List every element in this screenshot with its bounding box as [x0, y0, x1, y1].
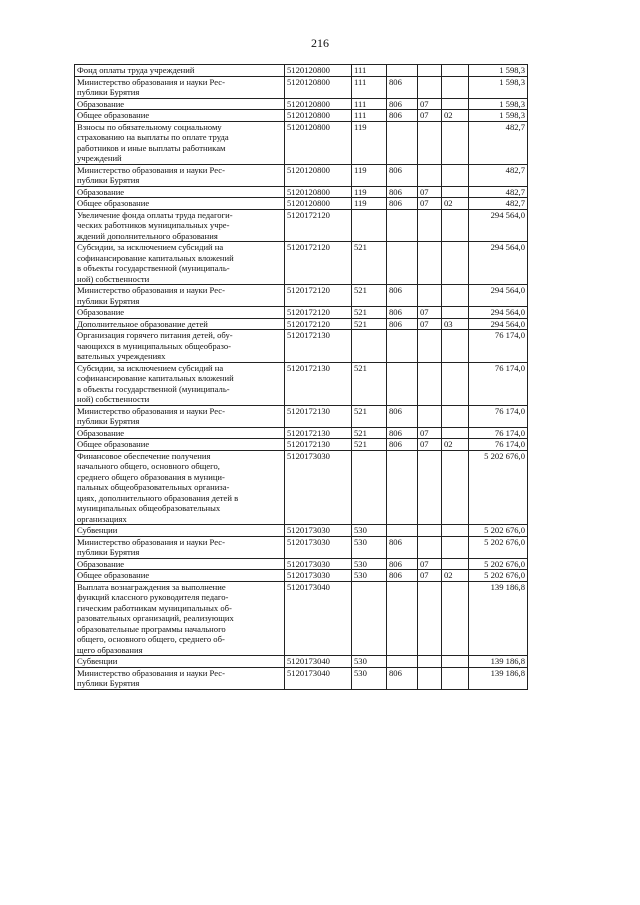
- subsection-cell: 03: [442, 318, 469, 330]
- amount-cell: 139 186,8: [469, 667, 528, 689]
- row-name-cell: Общее образование: [75, 110, 285, 122]
- section-cell: 07: [418, 558, 442, 570]
- section-cell: [418, 76, 442, 98]
- expense-type-cell: 119: [352, 164, 387, 186]
- section-cell: [418, 450, 442, 525]
- ministry-code-cell: 806: [387, 318, 418, 330]
- expense-type-cell: [352, 581, 387, 656]
- amount-cell: 76 174,0: [469, 362, 528, 405]
- section-cell: [418, 121, 442, 164]
- section-cell: 07: [418, 427, 442, 439]
- amount-cell: 5 202 676,0: [469, 558, 528, 570]
- section-cell: 07: [418, 98, 442, 110]
- table-row: [75, 186, 528, 198]
- subsection-cell: [442, 285, 469, 307]
- subsection-cell: 02: [442, 198, 469, 210]
- expense-type-cell: 119: [352, 121, 387, 164]
- section-cell: 07: [418, 110, 442, 122]
- ministry-code-cell: [387, 242, 418, 285]
- table-row: [75, 581, 528, 656]
- target-article-cell: 5120173040: [285, 667, 352, 689]
- row-name-cell: Субсидии, за исключением субсидий на софинансирование капитальных вложений в объекты государственной (муниципаль- ной) собственности: [75, 362, 285, 405]
- table-row: [75, 525, 528, 537]
- section-cell: [418, 209, 442, 242]
- target-article-cell: 5120120800: [285, 198, 352, 210]
- amount-cell: 294 564,0: [469, 209, 528, 242]
- amount-cell: 5 202 676,0: [469, 536, 528, 558]
- ministry-code-cell: 806: [387, 405, 418, 427]
- ministry-code-cell: [387, 581, 418, 656]
- amount-cell: 76 174,0: [469, 405, 528, 427]
- row-name-cell: Министерство образования и науки Рес- публики Бурятия: [75, 164, 285, 186]
- ministry-code-cell: 806: [387, 558, 418, 570]
- expense-type-cell: 530: [352, 525, 387, 537]
- subsection-cell: [442, 307, 469, 319]
- ministry-code-cell: 806: [387, 439, 418, 451]
- row-name-cell: Министерство образования и науки Рес- публики Бурятия: [75, 667, 285, 689]
- subsection-cell: [442, 209, 469, 242]
- table-row: [75, 318, 528, 330]
- ministry-code-cell: 806: [387, 307, 418, 319]
- amount-cell: 139 186,8: [469, 656, 528, 668]
- row-name-cell: Организация горячего питания детей, обу- чающихся в муниципальных общеобразо- вательных учреждениях: [75, 330, 285, 363]
- expense-type-cell: 111: [352, 110, 387, 122]
- amount-cell: 482,7: [469, 164, 528, 186]
- table-row: [75, 558, 528, 570]
- section-cell: [418, 362, 442, 405]
- amount-cell: 76 174,0: [469, 330, 528, 363]
- table-row: [75, 209, 528, 242]
- target-article-cell: 5120172120: [285, 318, 352, 330]
- section-cell: [418, 330, 442, 363]
- subsection-cell: [442, 330, 469, 363]
- target-article-cell: 5120120800: [285, 76, 352, 98]
- subsection-cell: [442, 581, 469, 656]
- target-article-cell: 5120120800: [285, 65, 352, 77]
- subsection-cell: [442, 65, 469, 77]
- target-article-cell: 5120172120: [285, 307, 352, 319]
- ministry-code-cell: 806: [387, 76, 418, 98]
- subsection-cell: [442, 76, 469, 98]
- target-article-cell: 5120173040: [285, 581, 352, 656]
- section-cell: [418, 525, 442, 537]
- row-name-cell: Образование: [75, 558, 285, 570]
- amount-cell: 1 598,3: [469, 76, 528, 98]
- row-name-cell: Образование: [75, 307, 285, 319]
- ministry-code-cell: 806: [387, 164, 418, 186]
- expense-type-cell: 521: [352, 307, 387, 319]
- table-row: [75, 405, 528, 427]
- section-cell: [418, 656, 442, 668]
- target-article-cell: 5120172120: [285, 209, 352, 242]
- subsection-cell: 02: [442, 439, 469, 451]
- section-cell: [418, 242, 442, 285]
- subsection-cell: [442, 558, 469, 570]
- target-article-cell: 5120173030: [285, 570, 352, 582]
- table-row: [75, 450, 528, 525]
- ministry-code-cell: [387, 525, 418, 537]
- section-cell: [418, 65, 442, 77]
- ministry-code-cell: [387, 209, 418, 242]
- amount-cell: 482,7: [469, 198, 528, 210]
- row-name-cell: Министерство образования и науки Рес- публики Бурятия: [75, 76, 285, 98]
- row-name-cell: Образование: [75, 186, 285, 198]
- expense-type-cell: 111: [352, 65, 387, 77]
- target-article-cell: 5120120800: [285, 186, 352, 198]
- expense-type-cell: [352, 450, 387, 525]
- table-row: [75, 307, 528, 319]
- row-name-cell: Субсидии, за исключением субсидий на софинансирование капитальных вложений в объекты государственной (муниципаль- ной) собственности: [75, 242, 285, 285]
- ministry-code-cell: 806: [387, 570, 418, 582]
- page-number: 216: [311, 36, 329, 50]
- amount-cell: 1 598,3: [469, 98, 528, 110]
- subsection-cell: [442, 427, 469, 439]
- section-cell: 07: [418, 439, 442, 451]
- row-name-cell: Взносы по обязательному социальному страхованию на выплаты по оплате труда работников и иные выплаты работникам учреждений: [75, 121, 285, 164]
- target-article-cell: 5120173040: [285, 656, 352, 668]
- expense-type-cell: 521: [352, 427, 387, 439]
- subsection-cell: [442, 362, 469, 405]
- row-name-cell: Увеличение фонда оплаты труда педагоги- ческих работников муниципальных учре- ждений дополнительного образования: [75, 209, 285, 242]
- target-article-cell: 5120172130: [285, 439, 352, 451]
- table-row: [75, 536, 528, 558]
- expense-type-cell: 530: [352, 536, 387, 558]
- row-name-cell: Финансовое обеспечение получения начального общего, основного общего, среднего общего образования в муници- пальных общеобразовательных организа- циях, дополнительного образования детей в муниципальных общеобразовательных организациях: [75, 450, 285, 525]
- budget-table: [74, 64, 528, 690]
- row-name-cell: Министерство образования и науки Рес- публики Бурятия: [75, 285, 285, 307]
- row-name-cell: Общее образование: [75, 198, 285, 210]
- row-name-cell: Министерство образования и науки Рес- публики Бурятия: [75, 405, 285, 427]
- target-article-cell: 5120172120: [285, 285, 352, 307]
- target-article-cell: 5120172120: [285, 242, 352, 285]
- amount-cell: 5 202 676,0: [469, 525, 528, 537]
- target-article-cell: 5120172130: [285, 427, 352, 439]
- amount-cell: 294 564,0: [469, 242, 528, 285]
- section-cell: 07: [418, 318, 442, 330]
- subsection-cell: [442, 656, 469, 668]
- table-row: [75, 198, 528, 210]
- row-name-cell: Общее образование: [75, 439, 285, 451]
- amount-cell: 294 564,0: [469, 318, 528, 330]
- row-name-cell: Фонд оплаты труда учреждений: [75, 65, 285, 77]
- expense-type-cell: 530: [352, 570, 387, 582]
- amount-cell: 294 564,0: [469, 285, 528, 307]
- ministry-code-cell: [387, 362, 418, 405]
- subsection-cell: [442, 667, 469, 689]
- ministry-code-cell: 806: [387, 427, 418, 439]
- row-name-cell: Субвенции: [75, 525, 285, 537]
- subsection-cell: [442, 450, 469, 525]
- table-row: [75, 65, 528, 77]
- ministry-code-cell: [387, 656, 418, 668]
- table-row: [75, 427, 528, 439]
- ministry-code-cell: 806: [387, 198, 418, 210]
- expense-type-cell: 521: [352, 362, 387, 405]
- amount-cell: 482,7: [469, 121, 528, 164]
- ministry-code-cell: 806: [387, 186, 418, 198]
- subsection-cell: [442, 186, 469, 198]
- amount-cell: 294 564,0: [469, 307, 528, 319]
- target-article-cell: 5120172130: [285, 405, 352, 427]
- table-row: [75, 656, 528, 668]
- ministry-code-cell: 806: [387, 667, 418, 689]
- expense-type-cell: 521: [352, 285, 387, 307]
- table-row: [75, 362, 528, 405]
- ministry-code-cell: 806: [387, 536, 418, 558]
- expense-type-cell: [352, 209, 387, 242]
- table-row: [75, 98, 528, 110]
- table-row: [75, 667, 528, 689]
- target-article-cell: 5120172130: [285, 362, 352, 405]
- expense-type-cell: 521: [352, 318, 387, 330]
- expense-type-cell: 530: [352, 558, 387, 570]
- table-row: [75, 330, 528, 363]
- ministry-code-cell: 806: [387, 285, 418, 307]
- section-cell: [418, 164, 442, 186]
- target-article-cell: 5120172130: [285, 330, 352, 363]
- budget-table-body: [75, 65, 528, 690]
- amount-cell: 139 186,8: [469, 581, 528, 656]
- ministry-code-cell: [387, 330, 418, 363]
- expense-type-cell: 111: [352, 76, 387, 98]
- section-cell: 07: [418, 307, 442, 319]
- target-article-cell: 5120120800: [285, 121, 352, 164]
- amount-cell: 76 174,0: [469, 427, 528, 439]
- target-article-cell: 5120120800: [285, 110, 352, 122]
- ministry-code-cell: 806: [387, 110, 418, 122]
- target-article-cell: 5120173030: [285, 536, 352, 558]
- table-row: [75, 285, 528, 307]
- section-cell: 07: [418, 570, 442, 582]
- row-name-cell: Министерство образования и науки Рес- публики Бурятия: [75, 536, 285, 558]
- expense-type-cell: 521: [352, 242, 387, 285]
- section-cell: 07: [418, 186, 442, 198]
- row-name-cell: Выплата вознаграждения за выполнение функций классного руководителя педаго- гическим работникам муниципальных об- разовательных организаций, реализующих образовательные программы начального общего, основного общего, среднего об- щего образования: [75, 581, 285, 656]
- amount-cell: 1 598,3: [469, 110, 528, 122]
- row-name-cell: Образование: [75, 427, 285, 439]
- row-name-cell: Образование: [75, 98, 285, 110]
- subsection-cell: 02: [442, 110, 469, 122]
- table-row: [75, 121, 528, 164]
- amount-cell: 482,7: [469, 186, 528, 198]
- amount-cell: 76 174,0: [469, 439, 528, 451]
- target-article-cell: 5120173030: [285, 450, 352, 525]
- expense-type-cell: 530: [352, 667, 387, 689]
- ministry-code-cell: [387, 450, 418, 525]
- expense-type-cell: 530: [352, 656, 387, 668]
- section-cell: [418, 405, 442, 427]
- expense-type-cell: 119: [352, 198, 387, 210]
- expense-type-cell: [352, 330, 387, 363]
- subsection-cell: [442, 121, 469, 164]
- target-article-cell: 5120120800: [285, 98, 352, 110]
- amount-cell: 1 598,3: [469, 65, 528, 77]
- table-row: [75, 242, 528, 285]
- ministry-code-cell: [387, 121, 418, 164]
- table-row: [75, 164, 528, 186]
- amount-cell: 5 202 676,0: [469, 570, 528, 582]
- subsection-cell: [442, 98, 469, 110]
- expense-type-cell: 521: [352, 439, 387, 451]
- row-name-cell: Дополнительное образование детей: [75, 318, 285, 330]
- subsection-cell: [442, 242, 469, 285]
- target-article-cell: 5120173030: [285, 558, 352, 570]
- table-row: [75, 570, 528, 582]
- section-cell: [418, 285, 442, 307]
- target-article-cell: 5120120800: [285, 164, 352, 186]
- subsection-cell: [442, 525, 469, 537]
- row-name-cell: Субвенции: [75, 656, 285, 668]
- expense-type-cell: 119: [352, 186, 387, 198]
- section-cell: [418, 536, 442, 558]
- expense-type-cell: 111: [352, 98, 387, 110]
- subsection-cell: [442, 164, 469, 186]
- subsection-cell: [442, 405, 469, 427]
- subsection-cell: 02: [442, 570, 469, 582]
- target-article-cell: 5120173030: [285, 525, 352, 537]
- ministry-code-cell: [387, 65, 418, 77]
- table-row: [75, 439, 528, 451]
- subsection-cell: [442, 536, 469, 558]
- section-cell: [418, 667, 442, 689]
- section-cell: 07: [418, 198, 442, 210]
- ministry-code-cell: 806: [387, 98, 418, 110]
- table-row: [75, 76, 528, 98]
- expense-type-cell: 521: [352, 405, 387, 427]
- table-row: [75, 110, 528, 122]
- amount-cell: 5 202 676,0: [469, 450, 528, 525]
- section-cell: [418, 581, 442, 656]
- row-name-cell: Общее образование: [75, 570, 285, 582]
